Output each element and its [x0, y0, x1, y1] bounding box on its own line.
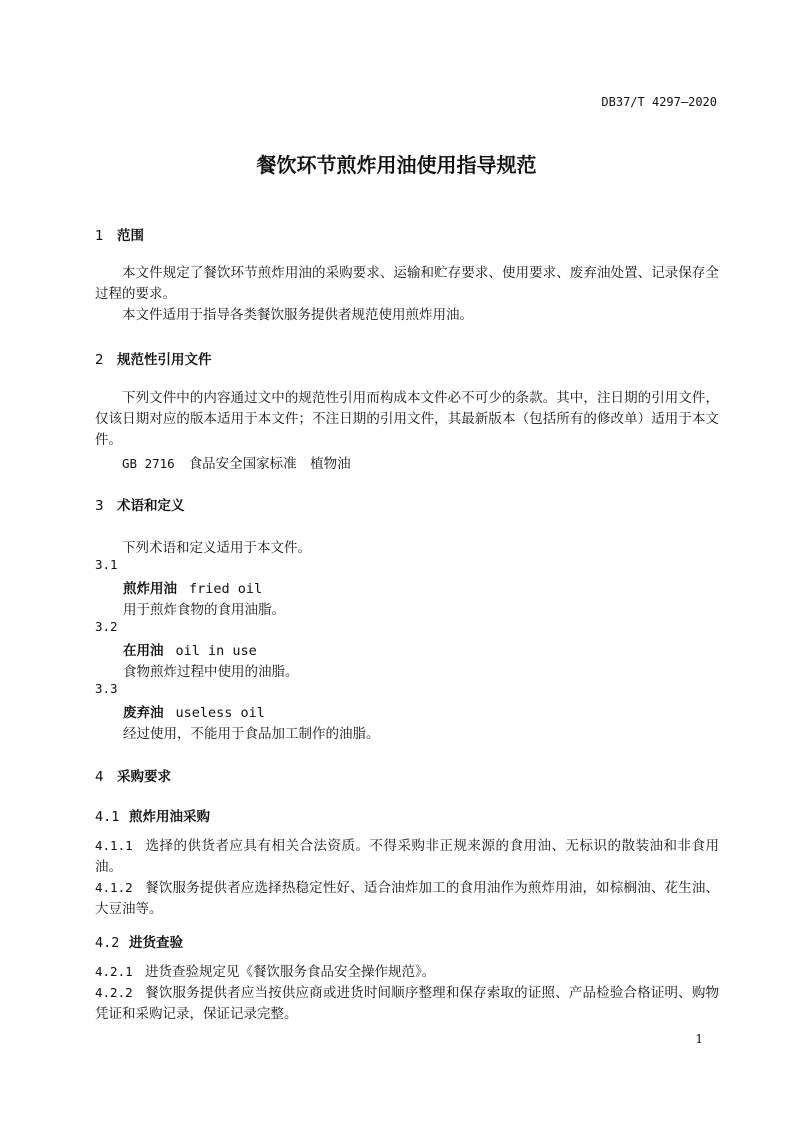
section-title: 采购要求 — [117, 769, 171, 785]
clause-4-1-2 — [95, 877, 719, 920]
clause-text: 餐饮服务提供者应当按供应商或进货时间顺序整理和保存索取的证照、产品检验合格证明、购物凭证和采购记录，保证记录完整。 — [95, 985, 719, 1022]
section-title: 范围 — [117, 228, 144, 244]
term-name — [123, 577, 262, 597]
section-heading-scope — [95, 224, 144, 244]
subsection-title: 进货查验 — [129, 935, 183, 951]
subsection-number: 4.1 — [95, 809, 120, 825]
section-number: 1 — [95, 228, 104, 244]
term-definition: 食物煎炸过程中使用的油脂。 — [123, 664, 299, 680]
references-paragraph: 下列文件中的内容通过文中的规范性引用而构成本文件必不可少的条款。其中，注日期的引用文件，仅该日期对应的版本适用于本文件；不注日期的引用文件，其最新版本（包括所有的修改单）适用于本文件。 — [95, 390, 719, 448]
term-en: oil in use — [175, 643, 257, 659]
term-cn: 煎炸用油 — [123, 581, 177, 597]
subsection-heading-oil-procurement — [95, 805, 210, 825]
term-name — [123, 701, 265, 721]
clause-number: 4.2.1 — [95, 964, 133, 979]
term-name — [123, 639, 257, 659]
document-title: 餐饮环节煎炸用油使用指导规范 — [256, 153, 537, 177]
page-number: 1 — [695, 1032, 703, 1046]
reference-entry — [122, 452, 351, 472]
term-definition: 经过使用，不能用于食品加工制作的油脂。 — [123, 726, 380, 742]
scope-paragraph-1: 本文件规定了餐饮环节煎炸用油的采购要求、运输和贮存要求、使用要求、废弃油处置、记录保存全过程的要求。 — [95, 265, 719, 302]
reference-code: GB 2716 — [122, 456, 175, 471]
section-title: 术语和定义 — [117, 498, 185, 514]
term-id: 3.2 — [95, 619, 118, 634]
term-definition: 用于煎炸食物的食用油脂。 — [123, 602, 285, 618]
clause-4-2-2 — [95, 982, 719, 1025]
document-code: DB37/T 4297—2020 — [601, 95, 717, 109]
clause-text: 餐饮服务提供者应选择热稳定性好、适合油炸加工的食用油作为煎炸用油，如棕榈油、花生油、大豆油等。 — [95, 880, 719, 917]
term-en: fried oil — [189, 581, 263, 597]
clause-4-2-1 — [95, 961, 719, 983]
clause-number: 4.1.1 — [95, 838, 133, 853]
reference-title: 食品安全国家标准 植物油 — [188, 456, 351, 472]
subsection-title: 煎炸用油采购 — [129, 809, 210, 825]
term-id: 3.1 — [95, 557, 118, 572]
section-number: 4 — [95, 769, 104, 785]
terms-intro: 下列术语和定义适用于本文件。 — [122, 540, 311, 556]
section-number: 3 — [95, 498, 104, 514]
term-cn: 在用油 — [123, 643, 164, 659]
section-heading-procurement — [95, 765, 171, 785]
clause-number: 4.2.2 — [95, 985, 133, 1000]
subsection-number: 4.2 — [95, 935, 120, 951]
term-cn: 废弃油 — [123, 705, 164, 721]
scope-paragraph-2: 本文件适用于指导各类餐饮服务提供者规范使用煎炸用油。 — [122, 307, 473, 323]
section-title: 规范性引用文件 — [117, 352, 212, 368]
term-id: 3.3 — [95, 681, 118, 696]
section-heading-terms — [95, 494, 185, 514]
subsection-heading-receiving-inspection — [95, 931, 183, 951]
section-heading-normative-references — [95, 348, 212, 368]
clause-text: 选择的供货者应具有相关合法资质。不得采购非正规来源的食用油、无标识的散装油和非食用油。 — [95, 838, 719, 875]
clause-text: 进货查验规定见《餐饮服务食品安全操作规范》。 — [145, 964, 436, 980]
term-en: useless oil — [175, 705, 265, 721]
clause-4-1-1 — [95, 835, 719, 878]
section-number: 2 — [95, 352, 104, 368]
clause-number: 4.1.2 — [95, 880, 133, 895]
